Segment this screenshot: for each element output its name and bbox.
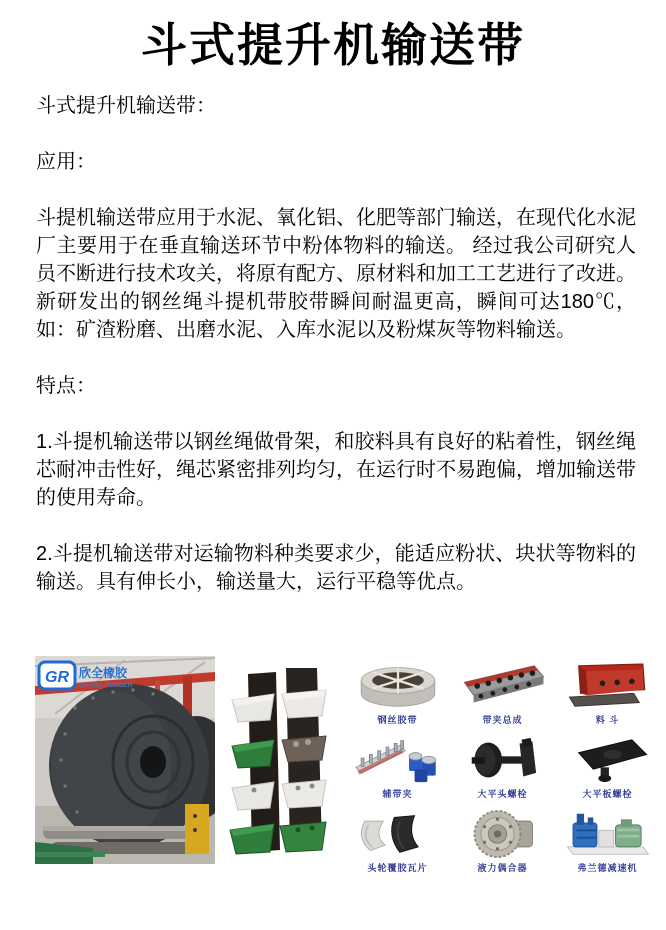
product-head-wheel-rubber-tiles — [345, 802, 450, 874]
product-fluid-coupling — [450, 802, 555, 874]
product-belt-clamp-assembly — [450, 654, 555, 726]
product-aux-belt-clamp — [345, 728, 450, 800]
hopper-image — [558, 658, 658, 714]
steel-wire-belt-image — [348, 658, 448, 714]
flat-head-bolt-image — [453, 732, 553, 788]
accessories-grid — [345, 654, 660, 874]
elevator-buckets-board-photo — [224, 664, 337, 860]
page-title: 斗式提升机输送带 — [141, 19, 525, 71]
product-caption: 液力偶合器 — [477, 863, 528, 873]
product-caption: 大平板螺栓 — [582, 789, 633, 799]
buckets-board-illustration — [224, 664, 337, 860]
product-flat-plate-bolt — [555, 728, 660, 800]
application-heading: 应用： — [36, 151, 96, 173]
aux-belt-clamp-image — [348, 732, 448, 788]
product-caption: 料 斗 — [595, 715, 620, 725]
product-caption: 弗兰德减速机 — [577, 863, 638, 873]
flat-plate-bolt-image — [558, 732, 658, 788]
logo-name-cn: 欣全橡胶 — [79, 666, 128, 680]
features-heading: 特点： — [36, 375, 96, 397]
product-caption: 带夹总成 — [482, 715, 523, 725]
product-caption: 大平头螺栓 — [477, 789, 528, 799]
product-flat-head-bolt — [450, 728, 555, 800]
product-hopper — [555, 654, 660, 726]
product-caption: 辅带夹 — [382, 789, 413, 799]
product-caption: 钢丝胶带 — [377, 715, 418, 725]
feature-item-2: 2.斗提机输送带对运输物料种类要求少，能适应粉状、块状等物料的输送。具有伸长小，输送量大，运行平稳等优点。 — [36, 543, 636, 593]
application-paragraph: 斗提机输送带应用于水泥、氧化铝、化肥等部门输送，在现代化水泥厂主要用于在垂直输送环节中粉体物料的输送。 经过我公司研究人员不断进行技术攻关，将原有配方、原材料和加工工艺进行了改进。新研发出的钢丝绳斗提机带胶带瞬间耐温更高，瞬间可达180℃，如：矿渣粉磨、出磨水泥、入库水泥以及粉煤灰等物料输送。 — [36, 207, 636, 341]
feature-item-1: 1.斗提机输送带以钢丝绳做骨架，和胶料具有良好的粘着性，钢丝绳芯耐冲击性好，绳芯紧密排列均匀，在运行时不易跑偏，增加输送带的使用寿命。 — [36, 431, 636, 509]
logo-abbr: GR — [45, 669, 69, 686]
flender-reducer-image — [558, 806, 658, 862]
product-flender-reducer — [555, 802, 660, 874]
belt-roll-factory-photo — [35, 656, 215, 864]
product-caption: 头轮覆胶瓦片 — [367, 863, 428, 873]
logo-name-en: GRAND RUBBER — [79, 682, 133, 689]
body-text — [36, 92, 636, 624]
belt-clamp-assembly-image — [453, 658, 553, 714]
product-gallery — [0, 648, 666, 888]
belt-roll-photo-illustration — [35, 656, 215, 864]
fluid-coupling-image — [453, 806, 553, 862]
brand-logo — [39, 662, 133, 689]
head-wheel-rubber-tiles-image — [348, 806, 448, 862]
product-steel-wire-belt — [345, 654, 450, 726]
intro-line: 斗式提升机输送带： — [36, 95, 216, 117]
